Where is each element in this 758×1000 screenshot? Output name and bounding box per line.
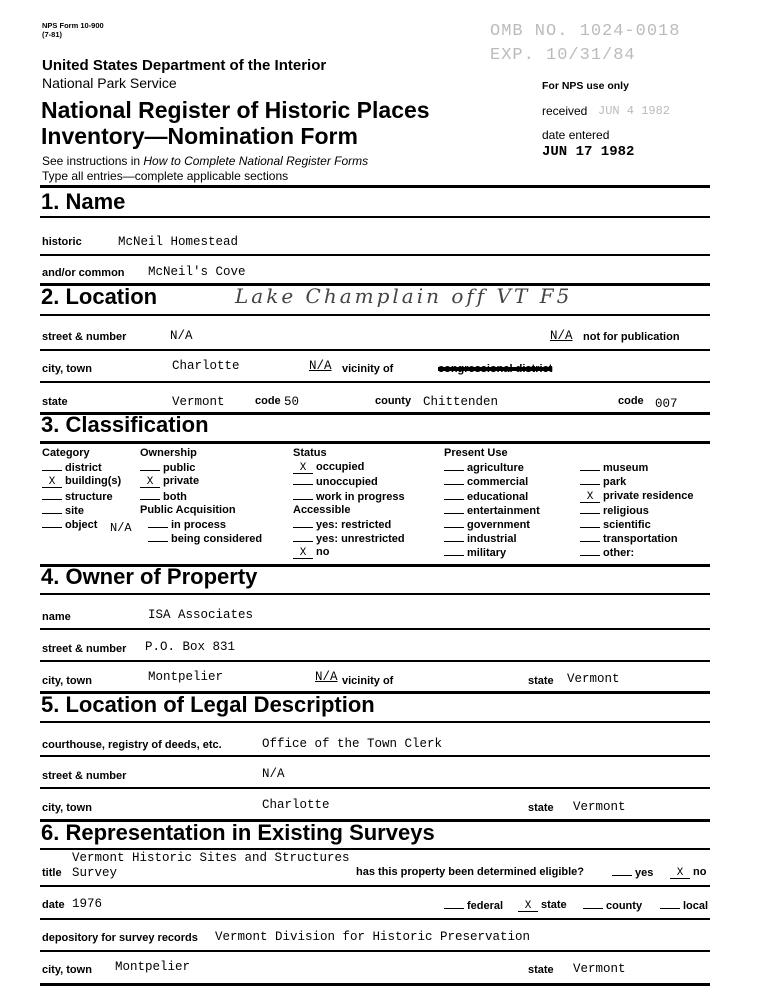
owner-name-label: name — [42, 611, 71, 623]
acquisition-na: N/A — [110, 521, 132, 535]
street-field[interactable]: N/A — [170, 329, 193, 343]
status-heading: Status — [293, 447, 327, 459]
present-use-label: museum — [603, 462, 649, 475]
status-checkbox[interactable]: X — [293, 464, 313, 474]
department: United States Department of the Interior — [42, 57, 327, 74]
present-use-checkbox[interactable] — [444, 518, 464, 528]
owner-name-field[interactable]: ISA Associates — [148, 608, 254, 622]
divider — [40, 593, 710, 595]
section-6-heading: 6. Representation in Existing Surveys — [41, 820, 435, 845]
state-option-label: state — [541, 899, 567, 911]
status-checkbox[interactable] — [293, 490, 313, 500]
ownership-checkbox[interactable]: X — [140, 478, 160, 488]
owner-street-label: street & number — [42, 643, 127, 655]
owner-state-label: state — [528, 675, 554, 687]
ownership-label: private — [163, 475, 200, 488]
county-label: county — [375, 395, 412, 407]
yes-checkbox[interactable] — [612, 866, 632, 876]
section-2-heading: 2. Location — [41, 284, 158, 309]
eligible-yes[interactable] — [612, 866, 653, 879]
expiry-stamp: EXP. 10/31/84 — [490, 46, 636, 65]
present-use-label: agriculture — [467, 462, 524, 475]
status-option[interactable] — [293, 461, 364, 474]
state-option[interactable] — [518, 899, 567, 912]
present-use-label: transportation — [603, 533, 678, 546]
accessible-checkbox[interactable]: X — [293, 549, 313, 559]
present-use-label: commercial — [467, 476, 529, 489]
form-title-line2: Inventory—Nomination Form — [41, 123, 358, 149]
ownership-checkbox[interactable] — [140, 461, 160, 471]
legal-street-field[interactable]: N/A — [262, 767, 285, 781]
divider — [40, 381, 710, 383]
present-use-checkbox[interactable] — [444, 532, 464, 542]
status-label: occupied — [316, 461, 365, 474]
city-field[interactable]: Charlotte — [172, 359, 240, 373]
divider — [40, 885, 710, 887]
received-stamp: JUN 4 1982 — [598, 104, 671, 118]
present-use-label: private residence — [603, 489, 694, 502]
survey-city-field[interactable]: Montpelier — [115, 960, 191, 974]
divider — [40, 349, 710, 351]
accessible-label: no — [316, 546, 330, 559]
code2-label: code — [618, 395, 644, 407]
common-name-field[interactable]: McNeil's Cove — [148, 265, 246, 279]
courthouse-label: courthouse, registry of deeds, etc. — [42, 739, 222, 751]
divider — [40, 918, 710, 920]
legal-city-label: city, town — [42, 802, 92, 814]
status-label: work in progress — [316, 490, 405, 503]
divider — [40, 628, 710, 630]
status-checkbox[interactable] — [293, 475, 313, 485]
code-field[interactable]: 50 — [284, 395, 300, 409]
owner-street-field[interactable]: P.O. Box 831 — [145, 640, 236, 654]
state-field[interactable]: Vermont — [172, 395, 225, 409]
category-option[interactable] — [42, 504, 84, 517]
category-checkbox[interactable] — [42, 490, 62, 500]
owner-city-field[interactable]: Montpelier — [148, 670, 224, 684]
present-use-label: military — [467, 547, 507, 560]
eligible-no[interactable] — [670, 866, 706, 879]
present-use-checkbox[interactable] — [444, 546, 464, 556]
local-option[interactable] — [660, 899, 708, 912]
federal-checkbox[interactable] — [444, 899, 464, 909]
date-entered-stamp: JUN 17 1982 — [542, 144, 635, 160]
present-use-checkbox[interactable] — [444, 461, 464, 471]
acquisition-label: being considered — [171, 533, 263, 546]
instructions-title: How to Complete National Register Forms — [143, 154, 369, 168]
status-label: unoccupied — [316, 476, 378, 489]
present-use-checkbox[interactable] — [444, 490, 464, 500]
form-number — [42, 21, 104, 39]
eligible-question: has this property been determined eligible? — [356, 866, 584, 878]
no-label: no — [693, 866, 707, 878]
divider — [40, 660, 710, 662]
category-option[interactable] — [42, 475, 121, 488]
present-use-option[interactable] — [444, 490, 528, 503]
category-label: object — [65, 519, 98, 531]
survey-title-line2[interactable]: Survey — [72, 866, 118, 880]
local-checkbox[interactable] — [660, 899, 680, 909]
state-checkbox[interactable]: X — [518, 902, 538, 912]
accessible-checkbox[interactable] — [293, 532, 313, 542]
present-use-label: park — [603, 476, 627, 489]
present-use-label: industrial — [467, 533, 517, 546]
accessible-label: yes: unrestricted — [316, 533, 405, 546]
county-checkbox[interactable] — [583, 899, 603, 909]
date-entered-label: date entered — [542, 128, 610, 142]
ownership-label: public — [163, 462, 196, 475]
present-use-option[interactable] — [580, 546, 634, 559]
survey-city-label: city, town — [42, 964, 92, 976]
nfp-value[interactable]: N/A — [550, 329, 573, 343]
vicinity-value[interactable]: N/A — [309, 359, 332, 373]
present-use-checkbox[interactable] — [580, 518, 600, 528]
accessible-option[interactable] — [293, 546, 329, 559]
instructions-text: See instructions in — [42, 154, 144, 168]
present-use-checkbox[interactable] — [444, 504, 464, 514]
present-use-checkbox[interactable] — [580, 475, 600, 485]
section-4-heading: 4. Owner of Property — [41, 564, 258, 589]
divider — [40, 441, 710, 444]
category-checkbox[interactable] — [42, 504, 62, 514]
status-option[interactable] — [293, 490, 405, 503]
owner-vicinity-value[interactable]: N/A — [315, 670, 338, 684]
no-checkbox[interactable]: X — [670, 869, 690, 879]
omb-stamp: OMB NO. 1024-0018 — [490, 22, 681, 41]
accessible-heading: Accessible — [293, 503, 351, 516]
acquisition-checkbox[interactable] — [148, 532, 168, 542]
section-5-heading: 5. Location of Legal Description — [41, 692, 375, 717]
common-name-label: and/or common — [42, 267, 125, 279]
status-option[interactable] — [293, 475, 378, 488]
acquisition-option[interactable] — [148, 518, 226, 531]
present-use-label: educational — [467, 490, 529, 503]
present-use-heading: Present Use — [444, 447, 508, 459]
present-use-checkbox[interactable] — [580, 532, 600, 542]
category-option[interactable] — [42, 461, 102, 474]
ownership-heading: Ownership — [140, 447, 197, 459]
present-use-option[interactable] — [444, 532, 517, 545]
survey-state-label: state — [528, 964, 554, 976]
survey-title-line1[interactable]: Vermont Historic Sites and Structures — [72, 851, 350, 865]
courthouse-field[interactable]: Office of the Town Clerk — [262, 737, 443, 751]
ownership-label: both — [163, 490, 187, 503]
category-label: structure — [65, 490, 113, 503]
present-use-option[interactable] — [580, 490, 694, 503]
divider — [40, 983, 710, 986]
acquisition-option[interactable] — [148, 532, 262, 545]
present-use-label: other: — [603, 547, 635, 560]
divider — [40, 185, 710, 188]
present-use-option[interactable] — [444, 461, 524, 474]
ownership-option[interactable] — [140, 490, 187, 503]
category-option[interactable] — [42, 518, 97, 531]
section-3-heading: 3. Classification — [41, 412, 209, 437]
acquisition-label: in process — [171, 519, 227, 531]
category-label: site — [65, 504, 84, 517]
divider — [40, 950, 710, 952]
received-label: received — [542, 104, 588, 118]
survey-date-field[interactable]: 1976 — [72, 897, 103, 911]
accessible-option[interactable] — [293, 532, 405, 545]
instructions — [42, 154, 368, 168]
city-label: city, town — [42, 363, 92, 375]
street-label: street & number — [42, 331, 127, 343]
form-number-text: NPS Form 10-900 — [42, 21, 104, 30]
legal-state-label: state — [528, 802, 554, 814]
local-label: local — [683, 900, 709, 912]
depository-label: depository for survey records — [42, 932, 198, 944]
state-label: state — [42, 396, 68, 408]
legal-state-field[interactable]: Vermont — [573, 800, 626, 814]
historic-name-field[interactable]: McNeil Homestead — [118, 235, 239, 249]
divider — [40, 721, 710, 723]
form-revision: (7-81) — [42, 30, 63, 39]
present-use-label: government — [467, 519, 530, 531]
present-use-option[interactable] — [444, 475, 528, 488]
accessible-option[interactable] — [293, 518, 391, 531]
divider — [40, 755, 710, 757]
service: National Park Service — [42, 75, 177, 91]
section-1-heading: 1. Name — [41, 189, 126, 214]
yes-label: yes — [635, 867, 654, 879]
present-use-option[interactable] — [580, 532, 678, 545]
vicinity-label: vicinity of — [342, 363, 394, 375]
survey-title-label: title — [42, 867, 62, 879]
present-use-label: scientific — [603, 519, 651, 531]
ownership-option[interactable] — [140, 461, 195, 474]
owner-city-label: city, town — [42, 675, 92, 687]
accessible-checkbox[interactable] — [293, 518, 313, 528]
public-acquisition-heading: Public Acquisition — [140, 503, 236, 516]
code2-field[interactable]: 007 — [655, 397, 678, 411]
county-field[interactable]: Chittenden — [423, 395, 499, 409]
nps-use-only: For NPS use only — [542, 80, 629, 92]
present-use-checkbox[interactable] — [444, 475, 464, 485]
present-use-option[interactable] — [444, 546, 506, 559]
category-checkbox[interactable] — [42, 461, 62, 471]
category-heading: Category — [42, 447, 90, 459]
form-title-line1: National Register of Historic Places — [41, 97, 430, 123]
divider — [40, 254, 710, 256]
present-use-checkbox[interactable] — [580, 546, 600, 556]
divider — [40, 216, 710, 218]
owner-state-field[interactable]: Vermont — [567, 672, 620, 686]
historic-label: historic — [42, 236, 82, 248]
present-use-checkbox[interactable] — [580, 504, 600, 514]
legal-city-field[interactable]: Charlotte — [262, 798, 330, 812]
ownership-checkbox[interactable] — [140, 490, 160, 500]
category-label: building(s) — [65, 475, 122, 488]
owner-vicinity-label: vicinity of — [342, 675, 394, 687]
present-use-option[interactable] — [444, 518, 530, 531]
divider — [40, 848, 710, 850]
category-label: district — [65, 462, 102, 475]
depository-field[interactable]: Vermont Division for Historic Preservation — [215, 930, 531, 944]
present-use-label: religious — [603, 504, 649, 517]
county-option[interactable] — [583, 899, 642, 912]
acquisition-checkbox[interactable] — [148, 518, 168, 528]
accessible-label: yes: restricted — [316, 519, 392, 531]
date-label: date — [42, 899, 65, 911]
category-checkbox[interactable] — [42, 518, 62, 528]
type-instructions: Type all entries—complete applicable sections — [42, 169, 289, 183]
federal-option[interactable] — [444, 899, 503, 912]
nfp-label: not for publication — [583, 331, 680, 343]
category-option[interactable] — [42, 490, 113, 503]
ownership-option[interactable] — [140, 475, 199, 488]
present-use-option[interactable] — [580, 475, 626, 488]
present-use-label: entertainment — [467, 504, 540, 517]
code-label: code — [255, 395, 281, 407]
present-use-option[interactable] — [580, 518, 651, 531]
divider — [40, 787, 710, 789]
handwritten-note: Lake Champlain off VT F5 — [235, 284, 573, 308]
county-option-label: county — [606, 900, 643, 912]
congressional-district-struck: congressional district — [438, 363, 553, 375]
survey-state-field[interactable]: Vermont — [573, 962, 626, 976]
present-use-checkbox[interactable]: X — [580, 493, 600, 503]
federal-label: federal — [467, 900, 504, 912]
divider — [40, 314, 710, 316]
present-use-option[interactable] — [580, 504, 649, 517]
legal-street-label: street & number — [42, 770, 127, 782]
present-use-checkbox[interactable] — [580, 461, 600, 471]
present-use-option[interactable] — [444, 504, 540, 517]
category-checkbox[interactable]: X — [42, 478, 62, 488]
present-use-option[interactable] — [580, 461, 648, 474]
